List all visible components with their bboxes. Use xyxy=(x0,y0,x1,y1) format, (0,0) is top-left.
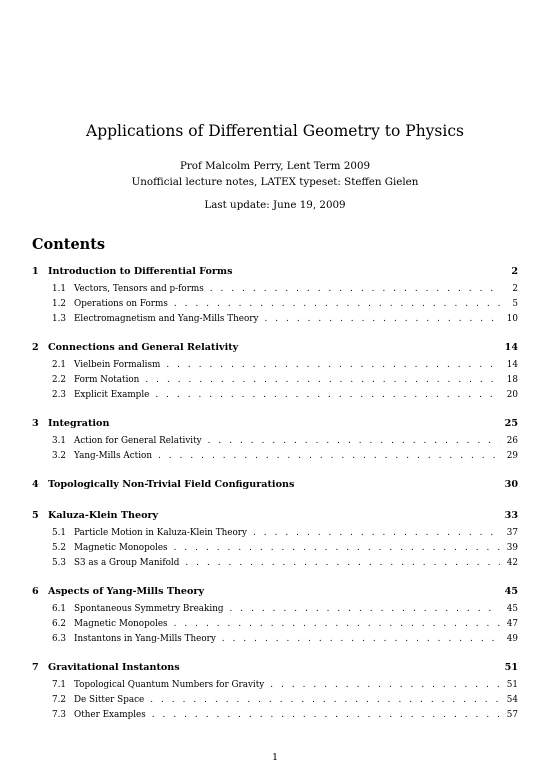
toc-entry-number: 5.1 xyxy=(52,528,66,538)
toc-entry-page: 2 xyxy=(512,284,518,294)
toc-entry-title: Spontaneous Symmetry Breaking xyxy=(74,604,224,614)
toc-dot-leader xyxy=(230,603,501,615)
toc-entry-page: 42 xyxy=(506,558,518,568)
toc-entry-page: 20 xyxy=(506,390,518,400)
toc-entry-title: Vectors, Tensors and p-forms xyxy=(74,284,204,294)
document-title: Applications of Differential Geometry to Physics xyxy=(86,122,464,140)
toc-section-entry[interactable] xyxy=(52,557,518,569)
toc-entry-page: 18 xyxy=(506,375,518,385)
toc-entry-number: 2.2 xyxy=(52,375,66,385)
toc-entry-number: 5 xyxy=(32,510,39,521)
toc-dot-leader xyxy=(210,283,500,295)
toc-dot-leader xyxy=(145,374,500,386)
toc-entry-title: Operations on Forms xyxy=(74,299,168,309)
toc-chapter-entry[interactable] xyxy=(32,342,518,354)
toc-section-entry[interactable] xyxy=(52,709,518,721)
toc-entry-page: 14 xyxy=(504,342,518,353)
toc-entry-number: 7.1 xyxy=(52,680,66,690)
toc-section-entry[interactable] xyxy=(52,618,518,630)
toc-chapter-entry[interactable] xyxy=(32,479,518,491)
toc-entry-number: 1.1 xyxy=(52,284,66,294)
toc-entry-title: De Sitter Space xyxy=(74,695,145,705)
toc-entry-title: Topologically Non-Trivial Field Configurations xyxy=(48,479,295,490)
toc-entry-page: 54 xyxy=(506,695,518,705)
contents-heading: Contents xyxy=(32,236,106,253)
toc-dot-leader xyxy=(174,542,500,554)
toc-entry-page: 45 xyxy=(506,604,518,614)
toc-dot-leader xyxy=(208,435,500,447)
toc-entry-page: 29 xyxy=(506,451,518,461)
toc-entry-page: 47 xyxy=(506,619,518,629)
toc-entry-page: 49 xyxy=(506,634,518,644)
toc-entry-title: Yang-Mills Action xyxy=(74,451,152,461)
toc-entry-title: Electromagnetism and Yang-Mills Theory xyxy=(74,314,259,324)
toc-entry-title: Magnetic Monopoles xyxy=(74,619,168,629)
toc-entry-title: Kaluza-Klein Theory xyxy=(48,510,159,521)
toc-entry-title: Aspects of Yang-Mills Theory xyxy=(48,586,205,597)
typeset-credit: Unofficial lecture notes, LATEX typeset: Steffen Gielen xyxy=(131,176,419,188)
toc-dot-leader xyxy=(270,679,500,691)
toc-dot-leader xyxy=(174,618,500,630)
toc-chapter-entry[interactable] xyxy=(32,418,518,430)
toc-entry-title: Gravitational Instantons xyxy=(48,662,180,673)
toc-section-entry[interactable] xyxy=(52,283,518,295)
toc-section-entry[interactable] xyxy=(52,374,518,386)
toc-entry-number: 5.2 xyxy=(52,543,66,553)
toc-entry-page: 25 xyxy=(504,418,518,429)
toc-entry-number: 1.3 xyxy=(52,314,66,324)
toc-entry-page: 39 xyxy=(506,543,518,553)
toc-section-entry[interactable] xyxy=(52,527,518,539)
toc-entry-title: Topological Quantum Numbers for Gravity xyxy=(74,680,265,690)
toc-chapter-entry[interactable] xyxy=(32,266,518,278)
toc-dot-leader xyxy=(158,450,500,462)
toc-entry-title: Connections and General Relativity xyxy=(48,342,239,353)
toc-entry-page: 10 xyxy=(506,314,518,324)
toc-entry-title: Form Notation xyxy=(74,375,140,385)
toc-dot-leader xyxy=(185,557,500,569)
author-line: Prof Malcolm Perry, Lent Term 2009 xyxy=(179,160,371,172)
toc-dot-leader xyxy=(222,633,500,645)
toc-entry-number: 7.2 xyxy=(52,695,66,705)
toc-entry-title: Introduction to Differential Forms xyxy=(48,266,233,277)
toc-chapter-entry[interactable] xyxy=(32,662,518,674)
toc-entry-page: 51 xyxy=(506,680,518,690)
toc-entry-title: Integration xyxy=(48,418,110,429)
toc-entry-page: 2 xyxy=(511,266,518,277)
toc-section-entry[interactable] xyxy=(52,313,518,325)
toc-entry-page: 45 xyxy=(504,586,518,597)
toc-entry-number: 1 xyxy=(32,266,39,277)
toc-section-entry[interactable] xyxy=(52,694,518,706)
toc-dot-leader xyxy=(155,389,500,401)
toc-entry-number: 2.3 xyxy=(52,390,66,400)
toc-entry-title: Explicit Example xyxy=(74,390,150,400)
toc-entry-number: 6.1 xyxy=(52,604,66,614)
toc-chapter-entry[interactable] xyxy=(32,586,518,598)
toc-entry-title: Other Examples xyxy=(74,710,146,720)
toc-dot-leader xyxy=(253,527,500,539)
toc-entry-number: 2.1 xyxy=(52,360,66,370)
toc-entry-number: 4 xyxy=(32,479,39,490)
toc-entry-title: Action for General Relativity xyxy=(74,436,202,446)
toc-section-entry[interactable] xyxy=(52,435,518,447)
toc-entry-title: Instantons in Yang-Mills Theory xyxy=(74,634,216,644)
toc-entry-number: 3.1 xyxy=(52,436,66,446)
toc-section-entry[interactable] xyxy=(52,603,518,615)
toc-entry-number: 3.2 xyxy=(52,451,66,461)
toc-entry-number: 5.3 xyxy=(52,558,66,568)
last-update: Last update: June 19, 2009 xyxy=(204,199,346,211)
toc-entry-page: 30 xyxy=(504,479,518,490)
toc-section-entry[interactable] xyxy=(52,359,518,371)
toc-entry-page: 51 xyxy=(504,662,518,673)
toc-dot-leader xyxy=(264,313,500,325)
page-number: 1 xyxy=(271,752,279,763)
toc-section-entry[interactable] xyxy=(52,298,518,310)
toc-entry-number: 2 xyxy=(32,342,39,353)
toc-entry-number: 1.2 xyxy=(52,299,66,309)
toc-entry-page: 14 xyxy=(506,360,518,370)
toc-section-entry[interactable] xyxy=(52,542,518,554)
toc-entry-number: 6.3 xyxy=(52,634,66,644)
toc-section-entry[interactable] xyxy=(52,450,518,462)
toc-entry-page: 33 xyxy=(504,510,518,521)
toc-entry-number: 3 xyxy=(32,418,39,429)
toc-entry-title: S3 as a Group Manifold xyxy=(74,558,180,568)
toc-section-entry[interactable] xyxy=(52,633,518,645)
toc-entry-page: 57 xyxy=(506,710,518,720)
toc-entry-page: 37 xyxy=(506,528,518,538)
toc-dot-leader xyxy=(174,298,500,310)
toc-entry-page: 26 xyxy=(506,436,518,446)
toc-section-entry[interactable] xyxy=(52,389,518,401)
toc-entry-title: Magnetic Monopoles xyxy=(74,543,168,553)
toc-entry-title: Vielbein Formalism xyxy=(74,360,161,370)
toc-entry-number: 7.3 xyxy=(52,710,66,720)
toc-entry-number: 6 xyxy=(32,586,39,597)
toc-dot-leader xyxy=(152,709,500,721)
toc-entry-page: 5 xyxy=(512,299,518,309)
toc-entry-title: Particle Motion in Kaluza-Klein Theory xyxy=(74,528,247,538)
toc-entry-number: 6.2 xyxy=(52,619,66,629)
toc-dot-leader xyxy=(166,359,500,371)
toc-entry-number: 7 xyxy=(32,662,39,673)
toc-chapter-entry[interactable] xyxy=(32,510,518,522)
toc-dot-leader xyxy=(150,694,500,706)
toc-section-entry[interactable] xyxy=(52,679,518,691)
